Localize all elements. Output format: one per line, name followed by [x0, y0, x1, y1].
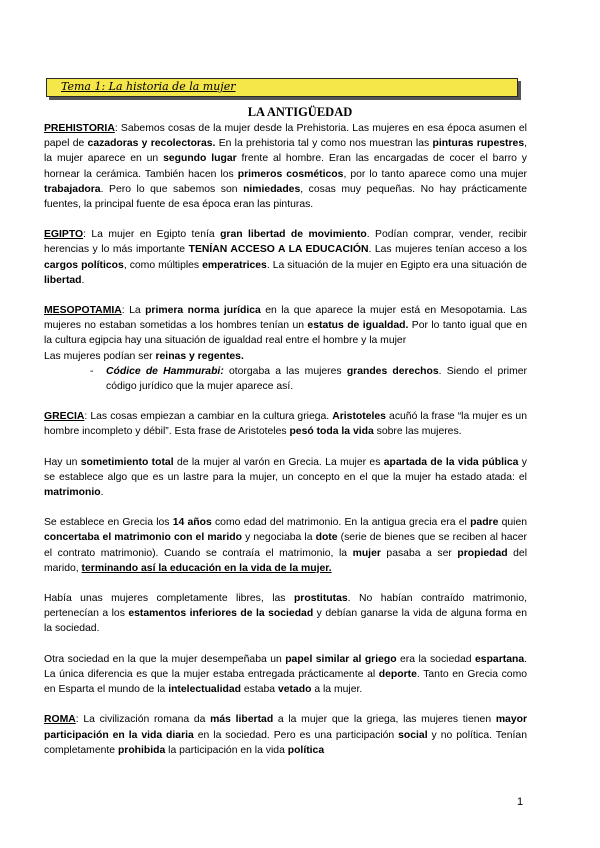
bold-run: primera norma jurídica — [145, 305, 261, 317]
text-run: Se establece en Grecia los — [44, 517, 173, 529]
bold-run: libertad — [44, 274, 82, 286]
text-run: , como múltiples — [123, 259, 203, 271]
bold-run: deporte — [378, 668, 417, 680]
text-run: : La mujer en Egipto tenía — [83, 229, 221, 241]
section-heading-grecia: GRECIA — [44, 411, 85, 423]
bold-run: emperatrices — [202, 259, 267, 271]
bold-run: trabajadora — [44, 183, 101, 195]
bold-italic-run: Códice de Hammurabi: — [106, 365, 224, 377]
bold-run: papel similar al griego — [285, 653, 397, 665]
text-run: de la mujer al varón en Grecia. La mujer es — [173, 456, 384, 468]
text-run: Por lo tanto igual que en la cultura egipcia hay una situación de igualdad real entre el hombre y la mujer — [44, 320, 527, 347]
bold-run: reinas y regentes. — [155, 350, 244, 362]
bold-run: intelectualidad — [168, 684, 241, 696]
text-run: . La única diferencia es que la mujer estaba entregada prácticamente al — [44, 653, 528, 680]
text-run: del marido, — [44, 547, 527, 574]
text-run: . No habían contraído matrimonio, pertenecían a los — [44, 593, 527, 620]
bold-run: mayor participación en la vida diaria — [44, 714, 527, 741]
bold-run: sometimiento total — [80, 456, 174, 468]
text-run: : La civilización romana da — [75, 714, 211, 726]
text-run: la participación en la vida — [165, 744, 288, 756]
paragraph-mesopotamia — [44, 303, 527, 349]
bold-run: matrimonio — [44, 487, 101, 499]
text-run: en la que aparece la mujer está en Mesopotamia. Las mujeres no estaban sometidas a los hombres tenían un — [44, 305, 528, 332]
text-run: , por lo tanto aparece como una mujer — [343, 168, 527, 180]
bold-run: Aristoteles — [332, 411, 386, 423]
text-run: . Podían comprar, vender, recibir herencias y lo más importante — [44, 229, 527, 256]
text-run: Otra sociedad en la que la mujer desempeñaba un — [44, 653, 286, 665]
text-run: y debían ganarse la vida de alguna forma en la sociedad. — [44, 608, 527, 635]
text-run: . — [100, 487, 104, 499]
bold-run: TENÍAN ACCESO A LA EDUCACIÓN — [188, 244, 369, 256]
paragraph-prehistoria — [44, 121, 527, 212]
section-heading-mesopotamia: MESOPOTAMIA — [44, 305, 122, 317]
text-run: pasaba a ser — [380, 547, 458, 559]
text-run: En la prehistoria tal y como nos muestran las — [215, 138, 433, 150]
text-run: : Sabemos cosas de la mujer desde la Prehistoria. Las mujeres en esa época asumen el papel de — [44, 123, 527, 150]
text-run: . Las mujeres tenían acceso a los — [368, 244, 527, 256]
page-number: 1 — [517, 796, 524, 808]
bold-run: estatus de igualdad. — [307, 320, 409, 332]
text-run: . Pero lo que sabemos son — [100, 183, 244, 195]
text-run: otorgaba a las mujeres — [223, 365, 347, 377]
text-run: . Siendo el primer código jurídico que la mujer aparece así. — [106, 365, 527, 393]
text-run: a la mujer que la griega, las mujeres tienen — [273, 714, 496, 726]
topic-banner — [46, 78, 518, 97]
section-heading-egipto: EGIPTO — [44, 229, 84, 241]
bold-run: mujer — [352, 547, 381, 559]
text-run: en la sociedad. Pero es una participación — [193, 729, 399, 741]
bold-run: dote — [315, 532, 338, 544]
bold-run: segundo lugar — [163, 153, 237, 165]
text-run: : Las cosas empiezan a cambiar en la cultura griega. — [84, 411, 333, 423]
text-run: acuñó la frase “la mujer es un hombre incompleto y débil”. Esta frase de Aristoteles — [44, 411, 527, 438]
list-item-text — [106, 364, 527, 394]
list-item — [44, 364, 527, 394]
section-heading-roma: ROMA — [44, 714, 76, 726]
text-run: Hay un — [44, 456, 81, 468]
paragraph-roma — [44, 712, 527, 758]
text-run: estaba — [240, 684, 278, 696]
text-run: , la mujer aparece en un — [44, 138, 527, 165]
bold-run: cazadoras y recolectoras. — [87, 138, 216, 150]
bold-run: nimiedades — [243, 183, 301, 195]
paragraph-grecia-4 — [44, 591, 527, 637]
paragraph-grecia-3 — [44, 515, 527, 576]
text-run: Las mujeres podían ser — [44, 350, 156, 362]
bold-run: primeros cosméticos — [237, 168, 344, 180]
text-run: y no política. Tenían completamente — [44, 729, 527, 756]
bold-run: apartada de la vida pública — [383, 456, 519, 468]
bold-run: cargos políticos — [44, 259, 124, 271]
bold-run: social — [398, 729, 428, 741]
paragraph-mesopotamia-line2 — [44, 349, 527, 364]
text-run: y se establece algo que es un lastre para la mujer, un concepto en el que la mujer ha estado atada: el — [44, 456, 527, 483]
bold-underline-run: terminando así la educación en la vida de la mujer. — [81, 562, 332, 574]
text-run: y negociaba la — [241, 532, 316, 544]
text-run: , cosas muy pequeñas. No hay prácticamente fuentes, la principal fuente de esa época eran las pinturas. — [44, 183, 528, 211]
text-run: quien — [498, 517, 528, 529]
list-dash: - — [90, 365, 94, 377]
bold-run: concertaba el matrimonio con el marido — [44, 532, 242, 544]
page-title: LA ANTIGÜEDAD — [247, 105, 353, 119]
section-heading-prehistoria: PREHISTORIA — [44, 123, 115, 134]
text-run: Había unas mujeres completamente libres, las — [44, 593, 294, 605]
paragraph-grecia-1 — [44, 409, 527, 439]
bold-run: política — [287, 744, 325, 756]
document-body — [44, 121, 527, 773]
bold-run: 14 años — [172, 517, 212, 529]
text-run: sobre las mujeres. — [373, 426, 462, 438]
paragraph-grecia-5 — [44, 652, 527, 698]
text-run: como edad del matrimonio. En la antigua grecia era el — [211, 517, 471, 529]
bold-run: prohibida — [117, 744, 166, 756]
bold-run: espartana — [475, 653, 525, 665]
text-run: frente al hombre. Eran las encargadas de cocer el barro y hornear la cerámica. También hacen los — [44, 153, 528, 180]
paragraph-grecia-2 — [44, 455, 527, 501]
paragraph-egipto — [44, 227, 527, 288]
text-run: . — [81, 274, 85, 286]
text-run: . Tanto en Grecia como en Esparta el mundo de la — [44, 668, 527, 696]
bold-run: grandes derechos — [346, 365, 439, 377]
text-run: (serie de bienes que se reciben al hacer el contrato matrimonio). Cuando se contraía el matrimonio, la — [44, 532, 527, 559]
text-run: . La situación de la mujer en Egipto era una situación de — [266, 259, 527, 271]
bold-run: prostitutas — [293, 593, 348, 605]
text-run: a la mujer. — [311, 684, 363, 696]
bold-run: pinturas rupestres — [432, 138, 525, 150]
bold-run: vetado — [277, 684, 312, 696]
text-run: : La — [121, 305, 146, 317]
bold-run: padre — [470, 517, 499, 529]
bold-run: gran libertad de movimiento — [220, 229, 367, 241]
topic-banner-label: Tema 1: La historia de la mujer — [61, 80, 236, 93]
bold-run: estamentos inferiores de la sociedad — [128, 608, 314, 620]
bold-run: pesó toda la vida — [289, 426, 374, 438]
bold-run: propiedad — [457, 547, 508, 559]
bold-run: más libertad — [210, 714, 274, 726]
text-run: era la sociedad — [396, 653, 476, 665]
